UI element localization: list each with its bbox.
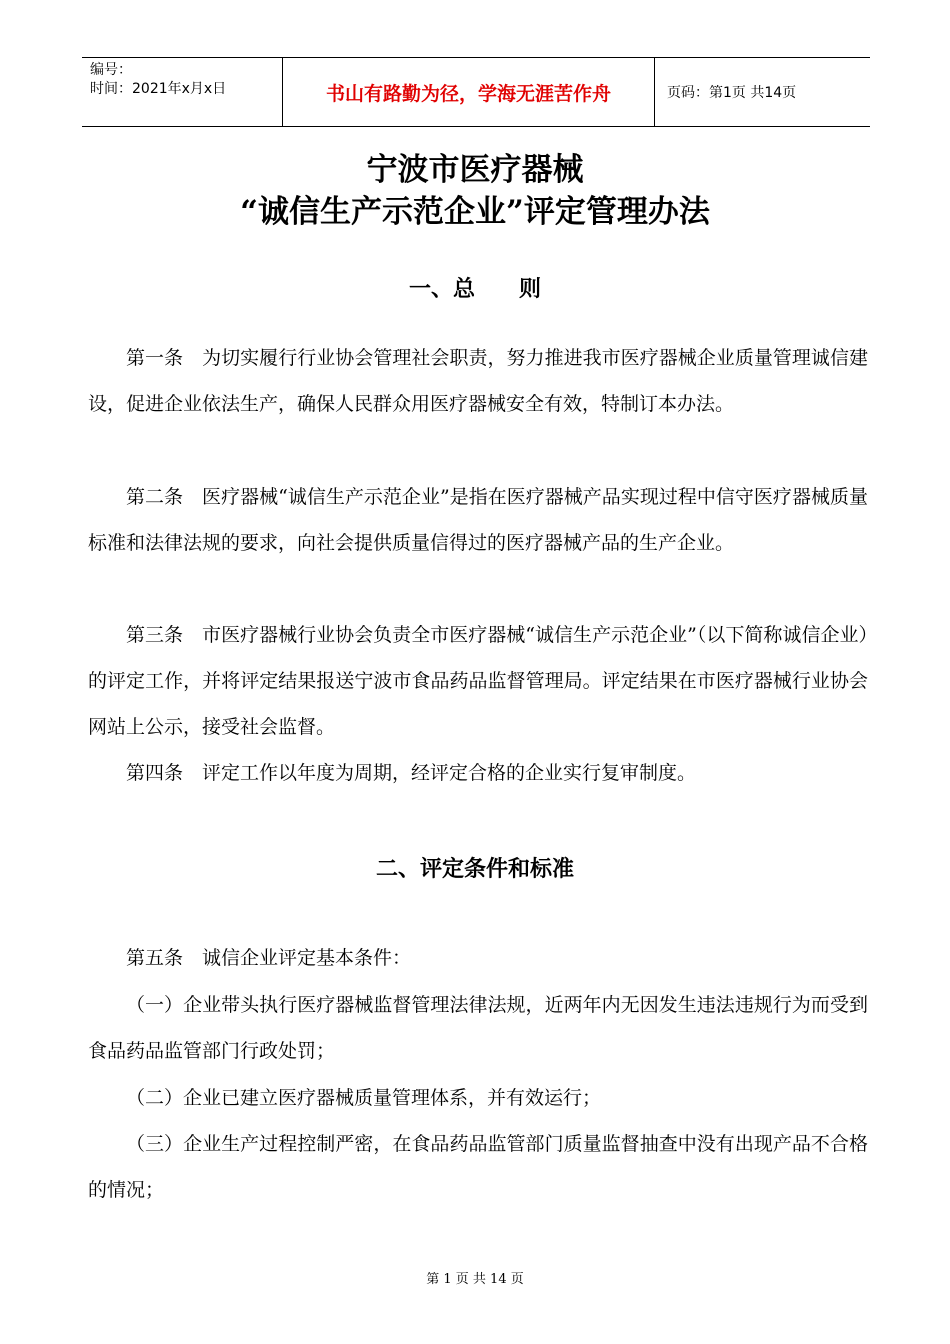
article-3: 第三条 市医疗器械行业协会负责全市医疗器械“诚信生产示范企业”（以下简称诚信企业）的评定工作，并将评定结果报送宁波市食品药品监督管理局。评定结果在市医疗器械行业协会网站上公示，接受社会监督。 [88,624,868,738]
criteria-item-3: （三）企业生产过程控制严密，在食品药品监管部门质量监督抽查中没有出现产品不合格的情况； [88,1133,868,1201]
document-number-label: 编号： [90,62,132,78]
header-page-info: 页码：第1页 共14页 [667,85,797,101]
section-heading-criteria: 二、评定条件和标准 [375,856,574,882]
document-title-line2: “诚信生产示范企业”评定管理办法 [240,194,710,230]
article-5: 第五条 诚信企业评定基本条件： [126,947,412,969]
page-header [82,57,870,127]
document-time-label: 时间：2021年x月x日 [90,81,227,97]
header-motto: 书山有路勤为径，学海无涯苦作舟 [282,58,655,126]
criteria-item-2: （二）企业已建立医疗器械质量管理体系，并有效运行； [126,1087,602,1109]
document-title-line1: 宁波市医疗器械 [366,152,584,188]
article-1: 第一条 为切实履行行业协会管理社会职责，努力推进我市医疗器械企业质量管理诚信建设，促进企业依法生产，确保人民群众用医疗器械安全有效，特制订本办法。 [88,347,868,415]
article-2: 第二条 医疗器械“诚信生产示范企业”是指在医疗器械产品实现过程中信守医疗器械质量标准和法律法规的要求，向社会提供质量信得过的医疗器械产品的生产企业。 [88,486,868,554]
section-heading-general: 一、总 则 [408,276,541,302]
criteria-item-1: （一）企业带头执行医疗器械监督管理法律法规，近两年内无因发生违法违规行为而受到食品药品监管部门行政处罚； [88,994,868,1062]
article-4: 第四条 评定工作以年度为周期，经评定合格的企业实行复审制度。 [126,762,697,784]
header-meta [82,58,282,126]
page-footer: 第 1 页 共 14 页 [426,1272,524,1287]
